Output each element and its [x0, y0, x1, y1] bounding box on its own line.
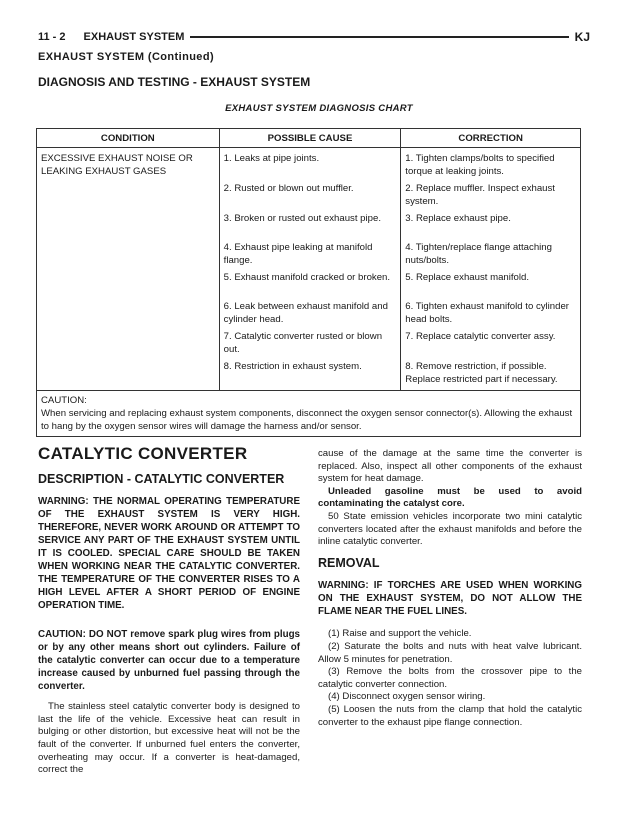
removal-step: (4) Disconnect oxygen sensor wiring.: [328, 691, 486, 703]
correction-cell: 8. Remove restriction, if possible. Replace restricted part if necessary.: [401, 358, 581, 390]
header-rule: [190, 36, 568, 38]
table-header-row: [37, 129, 581, 148]
removal-step: (1) Raise and support the vehicle.: [328, 628, 472, 640]
unleaded-note: Unleaded gasoline must be used to avoid contaminating the catalyst core.: [318, 485, 582, 510]
cause-cell: 8. Restriction in exhaust system.: [219, 358, 401, 390]
correction-cell: 2. Replace muffler. Inspect exhaust system.: [401, 180, 581, 210]
cause-cell: 3. Broken or rusted out exhaust pipe.: [219, 210, 401, 239]
left-column: [38, 444, 300, 777]
condition-cell: EXCESSIVE EXHAUST NOISE OR LEAKING EXHAUST GASES: [37, 148, 220, 391]
caution-text: When servicing and replacing exhaust system components, disconnect the oxygen sensor connector(s). Allowing the exhaust to hang by the oxygen sensor wires will damage the harness and/or sensor.: [41, 407, 573, 432]
cause-cell: 7. Catalytic converter rusted or blown out.: [219, 328, 401, 358]
body-paragraph: The stainless steel catalytic converter body is designed to last the life of the vehicle. Excessive heat can result in bulging or other distortion, but excessive heat will not be the fault of the converter. If unburned fuel enters the converter, overheating may occur. If a converter is heat-damaged, correct the: [38, 701, 300, 776]
running-header: [38, 29, 590, 45]
right-column: [318, 448, 582, 729]
table-row: [37, 148, 581, 181]
caution-cell: [37, 390, 581, 436]
warning-text: WARNING: THE NORMAL OPERATING TEMPERATURE OF THE EXHAUST SYSTEM IS VERY HIGH. THEREFORE, NEVER WORK AROUND OR ATTEMPT TO SERVICE ANY PART OF THE EXHAUST SYSTEM UNTIL IT IS COOLED. SPECIAL CARE SHOULD BE TAKEN WHEN WORKING NEAR THE CATALYTIC CONVERTER. THE TEMPERATURE OF THE CONVERTER RISES TO A HIGH LEVEL AFTER A SHORT PERIOD OF ENGINE OPERATION TIME.: [38, 496, 300, 612]
diagnosis-chart-table: [36, 128, 581, 437]
correction-cell: 6. Tighten exhaust manifold to cylinder head bolts.: [401, 298, 581, 328]
page-number: 11 - 2: [38, 31, 66, 43]
removal-step: (2) Saturate the bolts and nuts with heat valve lubricant. Allow 5 minutes for penetration.: [318, 640, 582, 665]
continued-title: EXHAUST SYSTEM (Continued): [38, 51, 215, 63]
correction-cell: 7. Replace catalytic converter assy.: [401, 328, 581, 358]
caution-text: CAUTION: DO NOT remove spark plug wires from plugs or by any other means short out cylinders. Failure of the catalytic converter can occur due to a temperature increase caused by unburned fuel passing through the converter.: [38, 629, 300, 693]
chart-title: EXHAUST SYSTEM DIAGNOSIS CHART: [225, 103, 413, 114]
cause-cell: 2. Rusted or blown out muffler.: [219, 180, 401, 210]
correction-cell: 1. Tighten clamps/bolts to specified torque at leaking joints.: [401, 148, 581, 181]
removal-step: (3) Remove the bolts from the crossover pipe to the catalytic converter connection.: [318, 666, 582, 690]
cause-cell: 5. Exhaust manifold cracked or broken.: [219, 269, 401, 298]
column-header-cause: POSSIBLE CAUSE: [219, 129, 401, 148]
catalytic-converter-title: CATALYTIC CONVERTER: [38, 444, 248, 463]
section-name: EXHAUST SYSTEM: [83, 31, 185, 43]
diagnosis-title: DIAGNOSIS AND TESTING - EXHAUST SYSTEM: [38, 75, 311, 89]
correction-cell: 5. Replace exhaust manifold.: [401, 269, 581, 298]
removal-title: REMOVAL: [318, 555, 380, 570]
caution-row: [37, 390, 581, 436]
column-header-condition: CONDITION: [37, 129, 220, 148]
model-code: KJ: [574, 30, 590, 44]
emission-note: 50 State emission vehicles incorporate two mini catalytic converters located after the exhaust manifolds and before the inline catalytic converter.: [318, 510, 582, 548]
correction-cell: 4. Tighten/replace flange attaching nuts/bolts.: [401, 239, 581, 269]
removal-warning: WARNING: IF TORCHES ARE USED WHEN WORKING ON THE EXHAUST SYSTEM, DO NOT ALLOW THE FLAME NEAR THE FUEL LINES.: [318, 580, 582, 618]
correction-cell: 3. Replace exhaust pipe.: [401, 210, 581, 239]
description-title: DESCRIPTION - CATALYTIC CONVERTER: [38, 471, 285, 486]
body-paragraph-continued: cause of the damage at the same time the converter is replaced. Also, inspect all other components of the exhaust system for heat damage.: [318, 448, 582, 485]
cause-cell: 6. Leak between exhaust manifold and cylinder head.: [219, 298, 401, 328]
column-header-correction: CORRECTION: [401, 129, 581, 148]
caution-label: CAUTION:: [41, 394, 87, 406]
cause-cell: 1. Leaks at pipe joints.: [219, 148, 401, 181]
removal-step: (5) Loosen the nuts from the clamp that hold the catalytic converter to the exhaust pipe flange connection.: [318, 703, 582, 728]
cause-cell: 4. Exhaust pipe leaking at manifold flange.: [219, 239, 401, 269]
